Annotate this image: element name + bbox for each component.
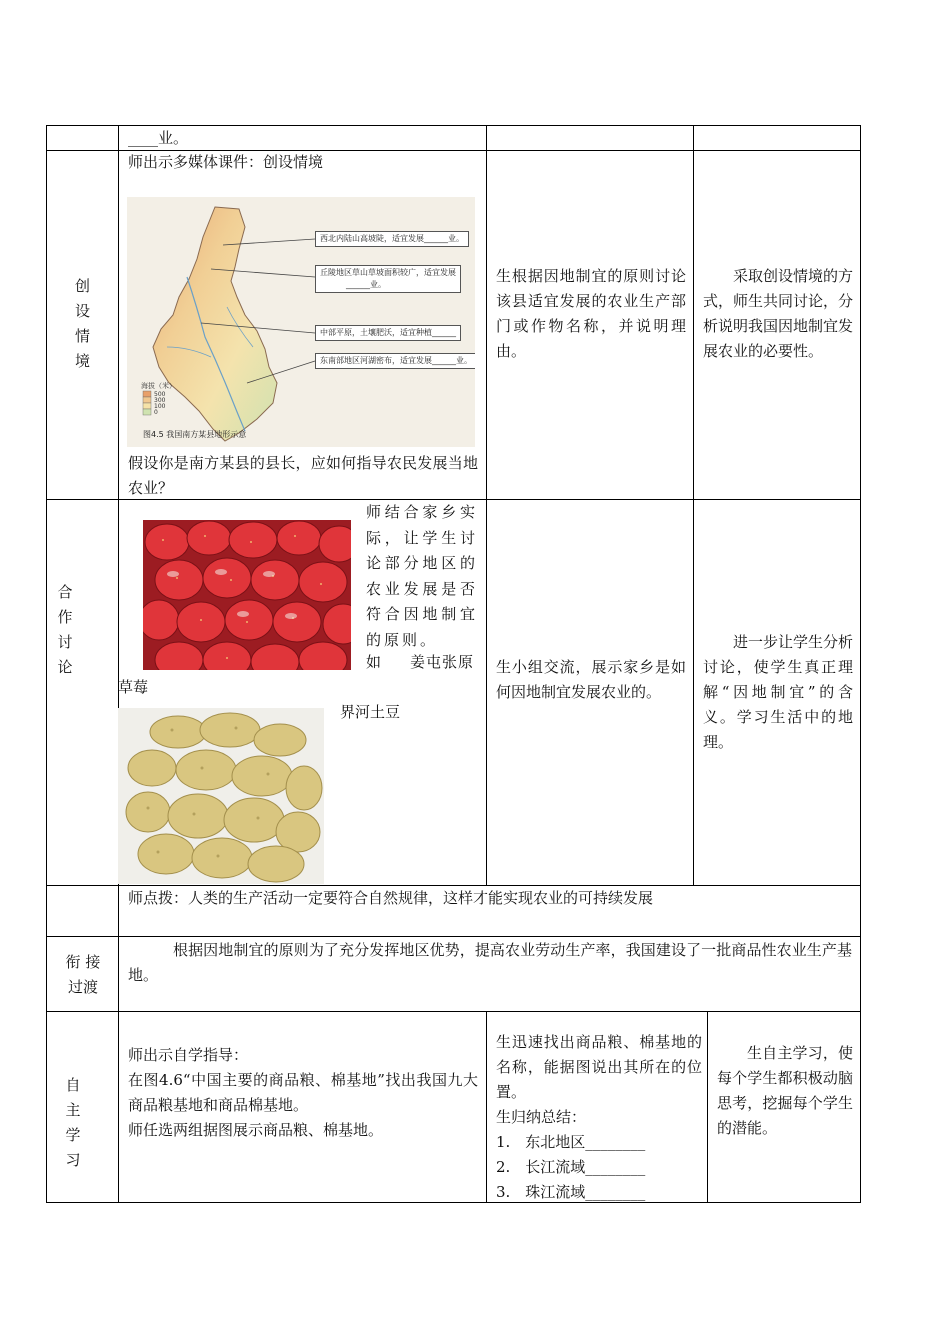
table-border-bottom bbox=[46, 1202, 861, 1203]
table-col-divider bbox=[707, 1011, 708, 1203]
map-caption: 图4.5 我国南方某县地形示意 bbox=[143, 430, 247, 439]
example-potato: 界河土豆 bbox=[340, 703, 401, 721]
map-callout-hills: 丘陵地区草山草坡面积较广，适宜发展 ______业。 bbox=[315, 265, 461, 293]
phase-label-self-study: 自 主 学 习 bbox=[65, 1076, 81, 1169]
map-legend-value: 300 bbox=[154, 397, 166, 404]
list-item: 1. 东北地区________ bbox=[496, 1133, 646, 1151]
row5-teacher-text: 师出示自学指导： 在图4.6“中国主要的商品粮、棉基地”找出我国九大商品粮基地和商品棉基地。 师任选两组据图展示商品粮、棉基地。 bbox=[128, 1046, 478, 1139]
teacher-intro: 师出示多媒体课件：创设情境 bbox=[128, 153, 324, 171]
scene-question: 假设你是南方某县的县长，应如何指导农民发展当地农业？ bbox=[128, 454, 478, 497]
example-prefix: 如 bbox=[366, 653, 382, 671]
example-strawberry: 草莓 bbox=[118, 678, 149, 696]
map-callout-plain: 中部平原，土壤肥沃，适宜种植______ bbox=[315, 325, 461, 341]
row5-student-activity: 生迅速找出商品粮、棉基地的名称，能据图说出其所在的位置。 生归纳总结： 1. 东北地区________ 2. 长江流域________ 3. 珠江流域________ bbox=[496, 1030, 702, 1205]
row2-design-intent: 进一步让学生分析讨论，使学生真正理解“因地制宜”的含义。学习生活中的地理。 bbox=[703, 633, 854, 751]
teacher-guidance: 师点拨：人类的生产活动一定要符合自然规律，这样才能实现农业的可持续发展 bbox=[128, 889, 654, 907]
phase-label-create-scene: 创 设 情 境 bbox=[74, 277, 90, 370]
map-legend-value: 500 bbox=[154, 391, 166, 398]
map-legend-title: 海拔（米） bbox=[141, 382, 176, 390]
table-col-divider bbox=[693, 125, 694, 885]
potato-photo bbox=[118, 708, 324, 884]
map-callout-northwest: 西北内陆山高坡陡，适宜发展______业。 bbox=[315, 231, 469, 247]
table-row-divider bbox=[46, 1011, 861, 1012]
terrain-map-figure bbox=[127, 197, 475, 447]
row5-design-intent: 生自主学习，使每个学生都积极动脑思考，挖掘每个学生的潜能。 bbox=[717, 1044, 853, 1137]
row0-content: ____业。 bbox=[128, 129, 189, 147]
list-item: 3. 珠江流域________ bbox=[496, 1183, 646, 1201]
example-strawberry-origin: 姜屯张原 bbox=[410, 653, 475, 671]
map-legend-value: 100 bbox=[154, 403, 166, 410]
table-col-divider bbox=[486, 125, 487, 885]
table-col-divider bbox=[118, 125, 119, 1203]
map-callout-southeast: 东南部地区河湖密布，适宜发展______业。 bbox=[315, 353, 475, 369]
table-col-divider bbox=[486, 1011, 487, 1203]
phase-label-discussion: 合 作 讨 论 bbox=[57, 583, 73, 676]
table-row-divider bbox=[46, 936, 861, 937]
row1-student-activity: 生根据因地制宜的原则讨论该县适宜发展的农业生产部门或作物名称，并说明理由。 bbox=[496, 267, 686, 360]
transition-text: 根据因地制宜的原则为了充分发挥地区优势，提高农业劳动生产率，我国建设了一批商品性农业生产基地。 bbox=[128, 941, 852, 984]
phase-label-transition: 衔 接 过渡 bbox=[65, 953, 101, 996]
row1-design-intent: 采取创设情境的方式，师生共同讨论，分析说明我国因地制宜发展农业的必要性。 bbox=[703, 267, 854, 360]
list-item: 2. 长江流域________ bbox=[496, 1158, 646, 1176]
strawberry-photo bbox=[143, 520, 351, 670]
row2-student-activity: 生小组交流，展示家乡是如何因地制宜发展农业的。 bbox=[496, 658, 686, 701]
table-border-right bbox=[860, 125, 861, 1203]
map-legend-value: 0 bbox=[154, 409, 158, 416]
row2-teacher-text: 师结合家乡实际，让学生讨论部分地区的农业发展是否符合因地制宜的原则。 bbox=[366, 503, 478, 649]
